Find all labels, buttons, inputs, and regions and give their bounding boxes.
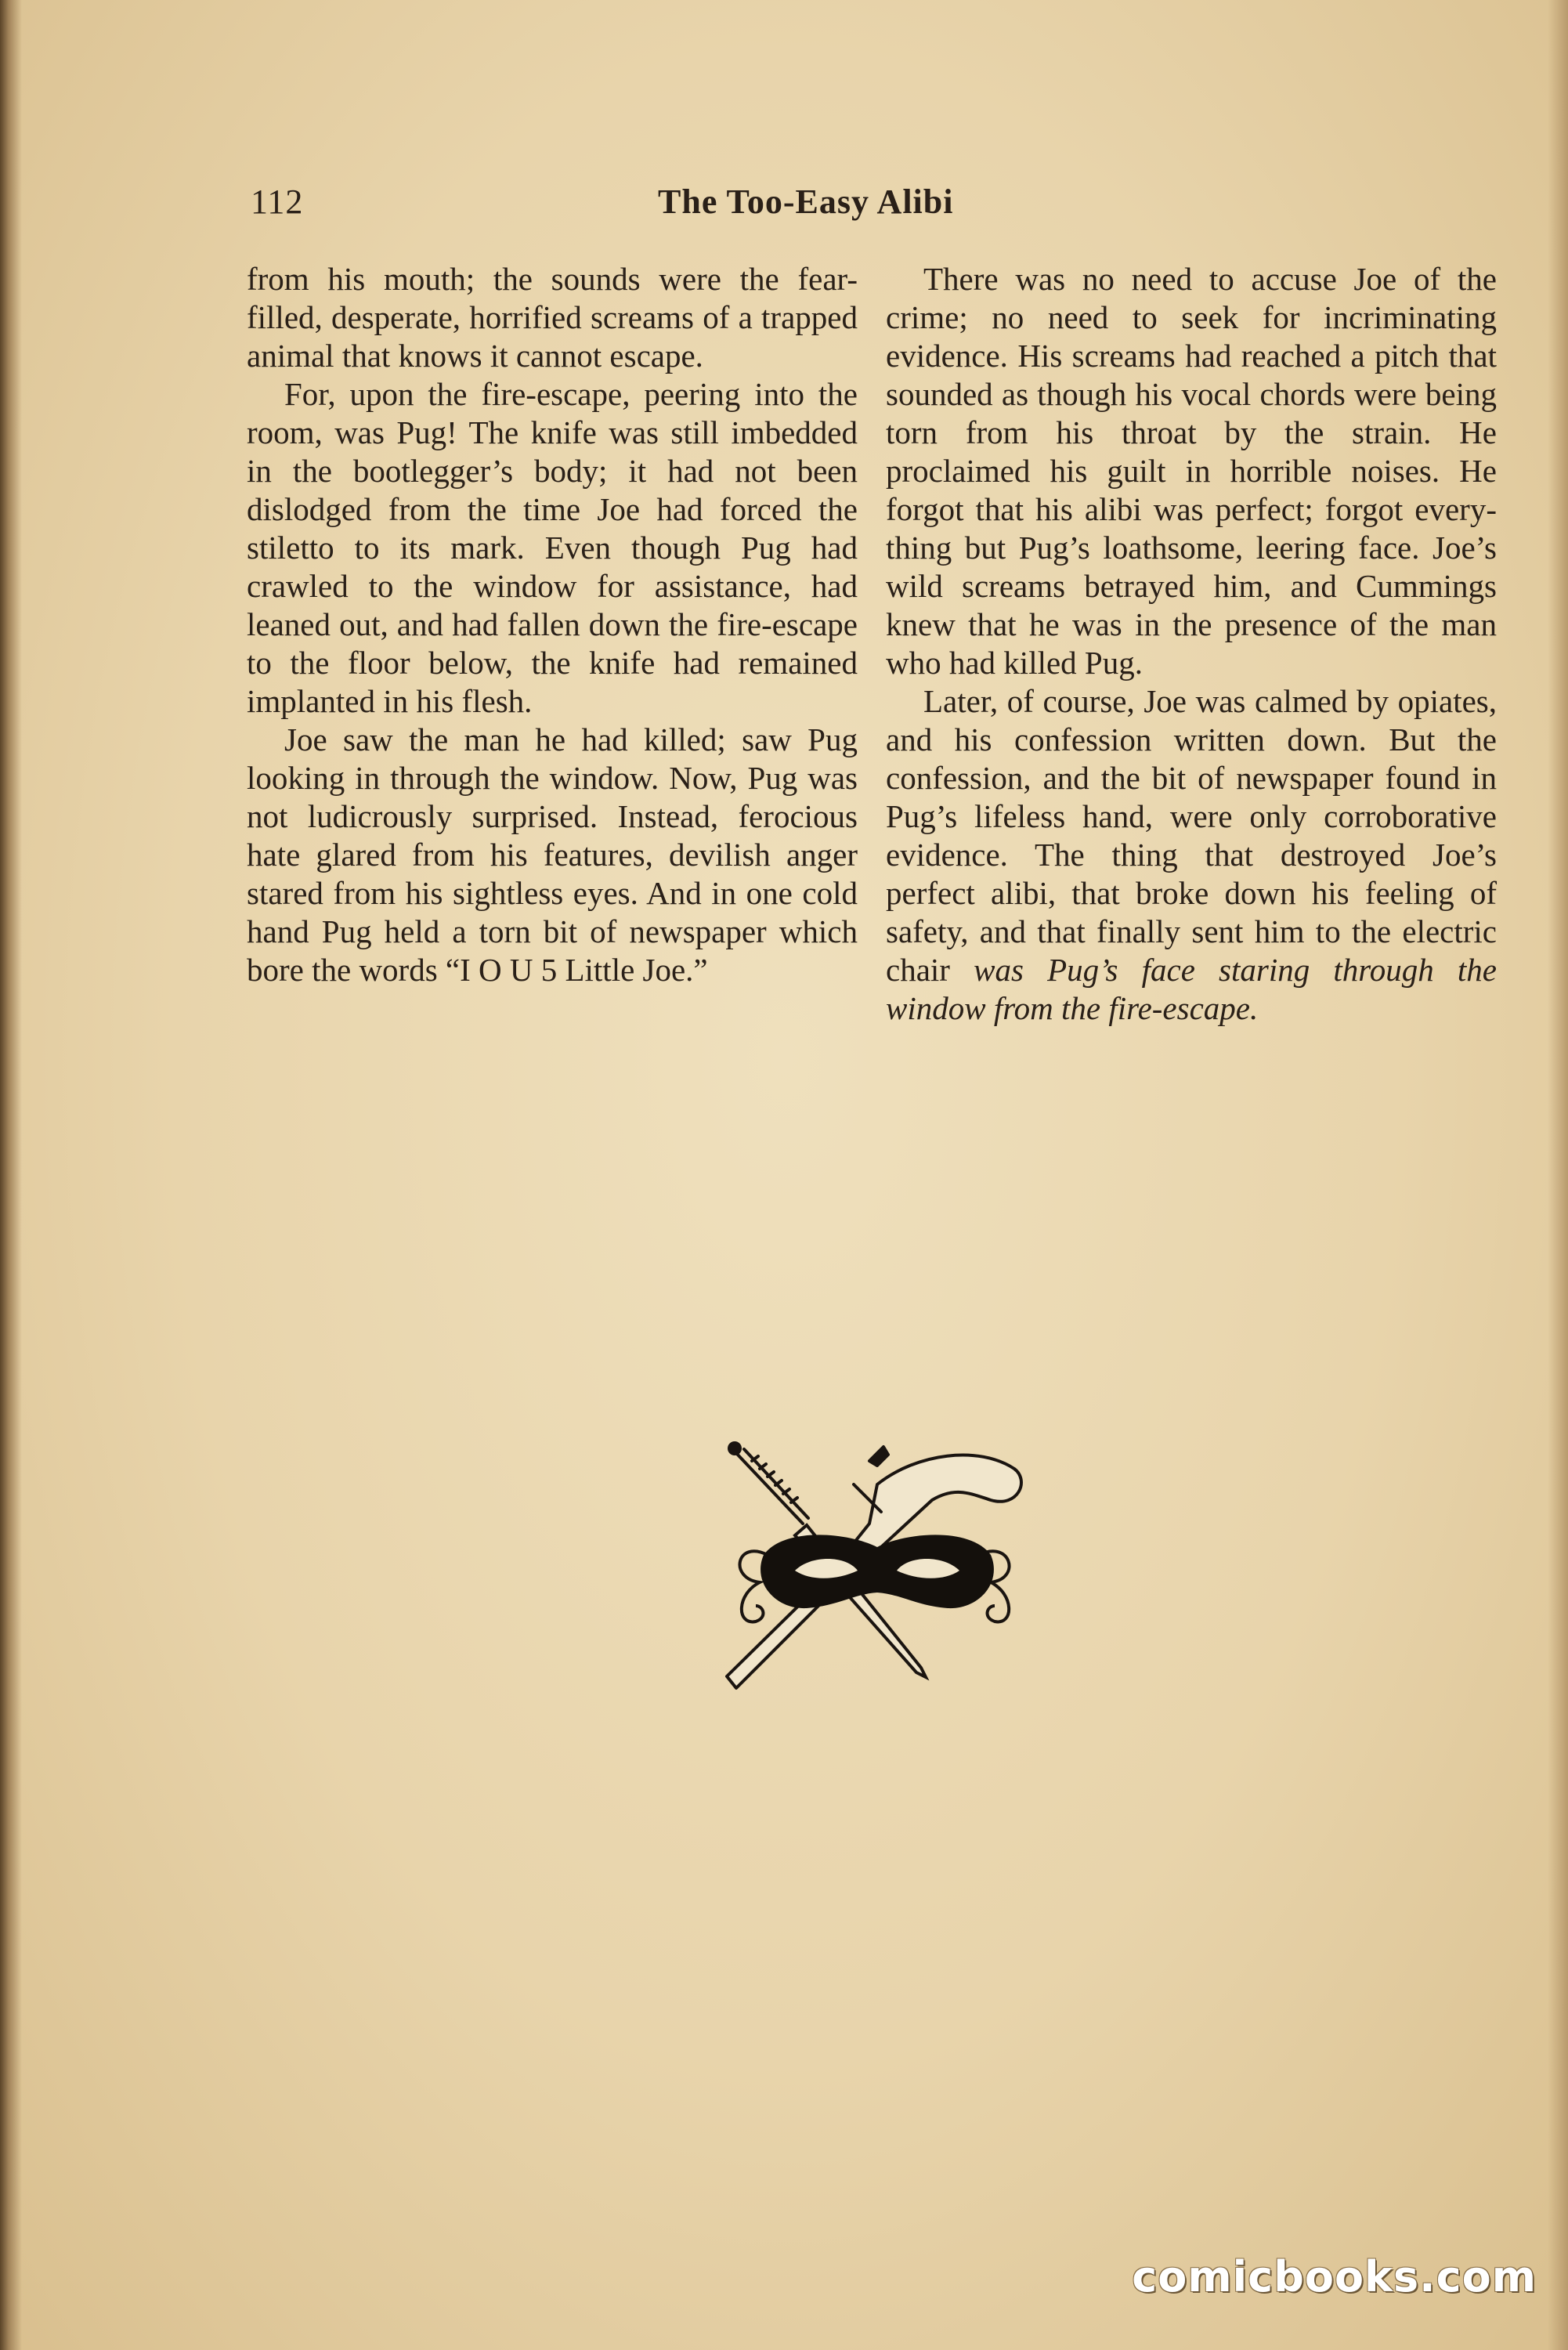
right-paragraph-1: There was no need to accuse Joe of the crime; no need to seek for incriminating evidence. His screams had reached a pitch that sounded as though his vocal chords were being torn from his throat by the strain. He proclaimed his guilt in horrible noises. He forgot that his alibi was perfect; forgot everything but Pug’s loathsome, leering face. Joe’s wild screams betrayed him, and Cummings knew that he was in the presence of the man who had killed Pug. [886, 261, 1497, 681]
page-edge-left [0, 0, 22, 2350]
mask-dagger-pistol-emblem-icon [721, 1437, 1034, 1696]
right-paragraph-2-italic: was Pug’s face staring through the window from the fire-escape. [886, 952, 1497, 1026]
right-paragraph-2-text: Later, of course, Joe was calmed by opiates, and his confession written down. But the confession, and the bit of newspaper found in Pug’s lifeless hand, were only corroborative evidence. The thing that destroyed Joe’s perfect alibi, that broke down his feeling of safety, and that finally sent him to the electric chair [886, 683, 1497, 988]
left-paragraph-2: For, upon the fire-escape, peering into the room, was Pug! The knife was still imbedded in the bootlegger’s body; it had not been dislodged from the time Joe had forced the stiletto to its mark. Even though Pug had crawled to the window for assistance, had leaned out, and had fallen down the fire-escape to the floor below, the knife had remained implanted in his flesh. [247, 376, 858, 719]
page-header [251, 182, 1496, 229]
left-column [247, 260, 858, 989]
left-paragraph-3: Joe saw the man he had killed; saw Pug looking in through the window. Now, Pug was not ludicrously surprised. Instead, ferocious hate glared from his features, devilish anger stared from his sightless eyes. And in one cold hand Pug held a torn bit of newspaper which bore the words “I O U 5 Little Joe.” [247, 721, 858, 988]
watermark: comicbooks.com [1132, 2252, 1537, 2301]
right-column [886, 260, 1497, 1028]
page-edge-right [1548, 0, 1568, 2350]
running-title: The Too-Easy Alibi [658, 183, 954, 221]
left-paragraph-1: from his mouth; the sounds were the fear-filled, desperate, horrified screams of a trapped animal that knows it cannot escape. [247, 261, 858, 374]
page-number: 112 [251, 183, 304, 221]
right-paragraph-2 [886, 682, 1497, 1028]
